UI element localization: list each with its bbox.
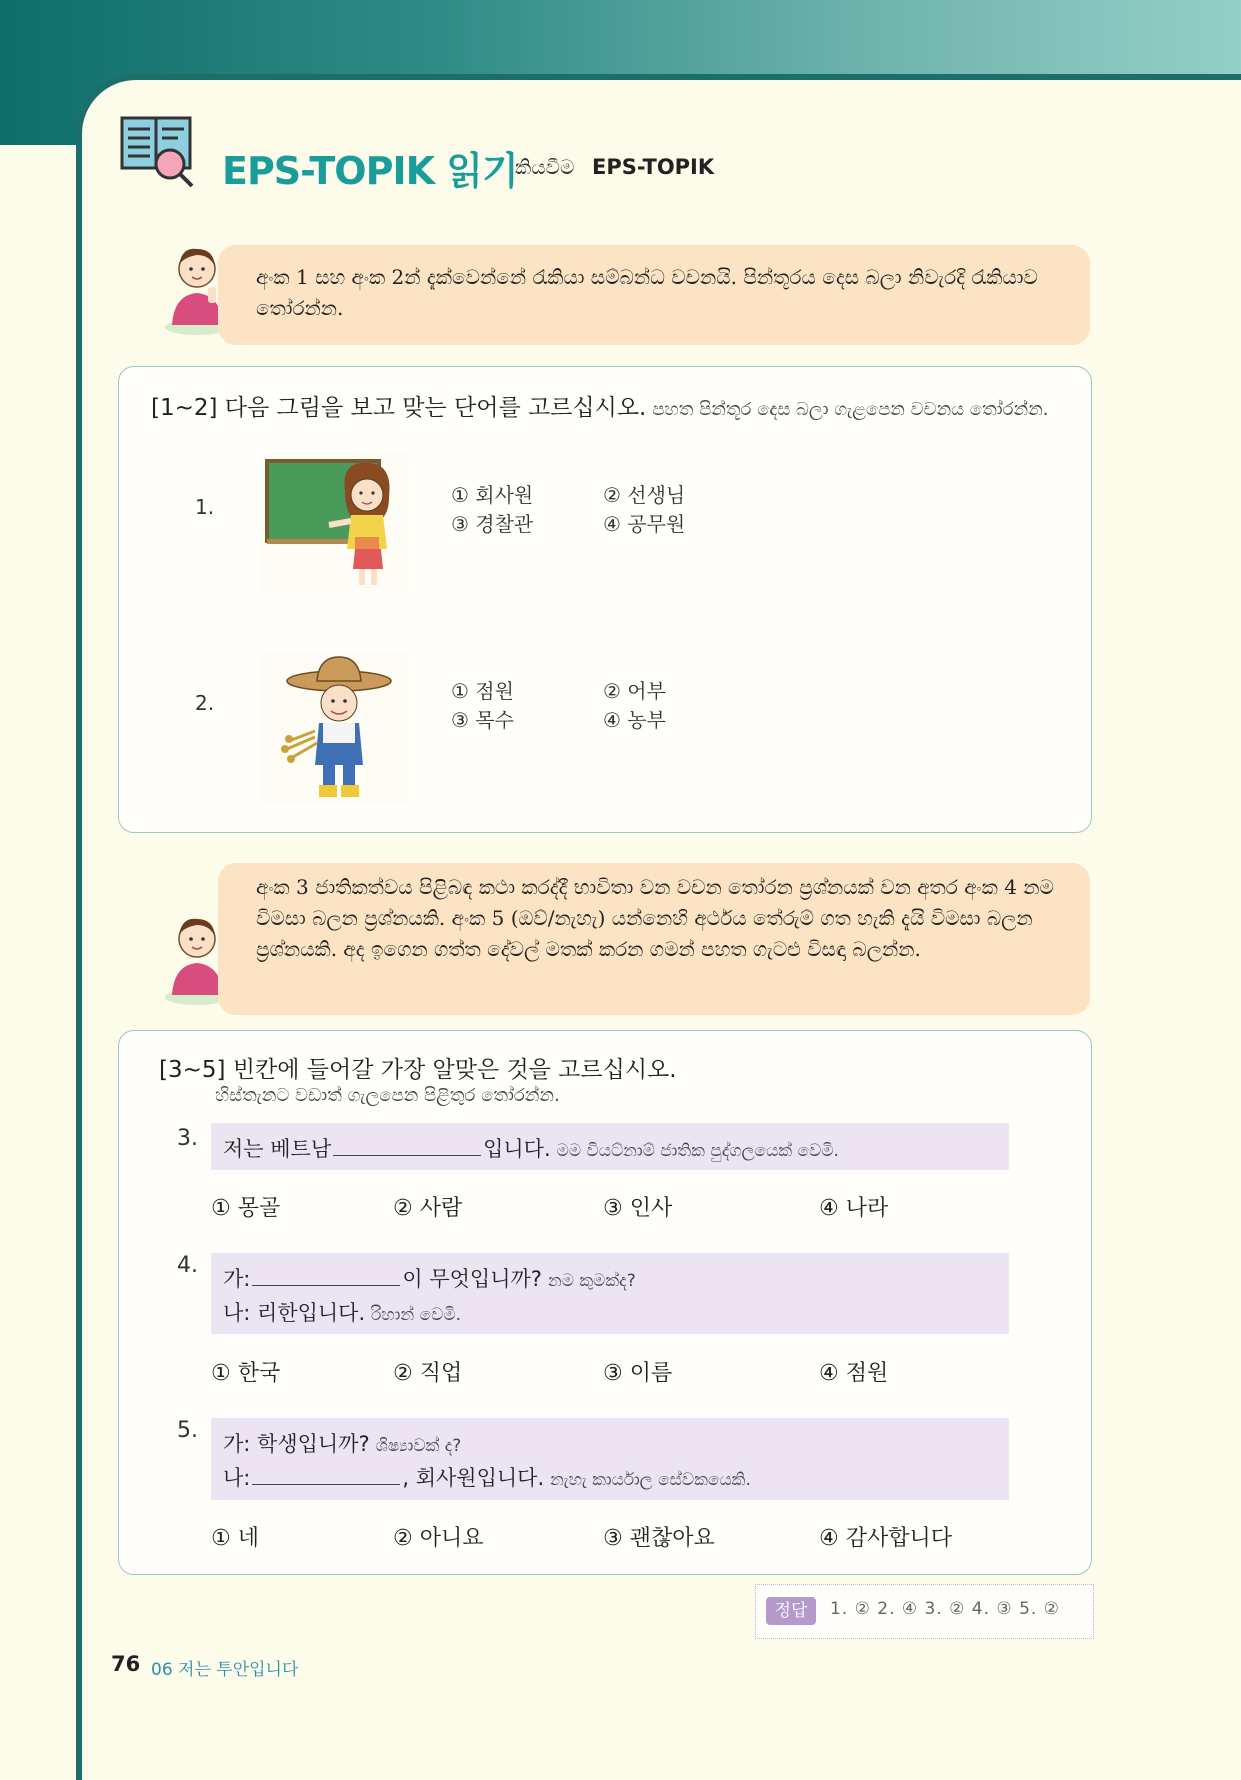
- choice[interactable]: ② 사람: [393, 1196, 463, 1221]
- choice[interactable]: ④ 나라: [819, 1196, 889, 1221]
- choice[interactable]: ① 한국: [211, 1361, 281, 1386]
- section-heading-sinhala: හිස්තැනට වඩාත් ගැලපෙන පිළිතුර තෝරන්න.: [215, 1085, 560, 1106]
- answer-key-box: [755, 1584, 1094, 1639]
- option[interactable]: ④ 공무원: [603, 512, 686, 536]
- choice[interactable]: ② 아니요: [393, 1526, 484, 1551]
- option[interactable]: ① 점원: [451, 679, 514, 703]
- choice[interactable]: ④ 점원: [819, 1361, 889, 1386]
- choice[interactable]: ③ 이름: [603, 1361, 673, 1386]
- choice[interactable]: ③ 인사: [603, 1196, 673, 1221]
- option[interactable]: ② 어부: [603, 679, 666, 703]
- section-heading-sinhala: පහත පින්තූර දෙස බලා ගැළපෙන වචනය තෝරන්න.: [652, 399, 1049, 420]
- choice[interactable]: ① 몽골: [211, 1196, 281, 1221]
- tip-text-2: අංක 3 ජාතිකත්වය පිළිබඳ කථා කරද්දී භාවිතා වන වචන තෝරන ප්‍රශ්නයක් වන අතර අංක 4 නම විමසා බලන ප්‍රශ්නයකි. අංක 5 (ඔව්/නැහැ) යන්නෙහි අර්ථය තේරුම් ගත හැකි දැයි විමසා බලන ප්‍රශ්නයකි. අද ඉගෙන ගත්ත දේවල් මතක් කරන ගමන් පහත ගැටළු විසඳා බලන්න.: [256, 875, 1054, 961]
- teacher-at-blackboard-illustration: [259, 451, 409, 591]
- section-heading: [3~5] 빈칸에 들어갈 가장 알맞은 것을 고르십시오.: [159, 1057, 677, 1083]
- sentence-box: 저는 베트남 입니다. මම වියට්නාම් ජාතික පුද්ගලයෙක් වෙමි.: [211, 1123, 1009, 1170]
- answer-text: 1. ② 2. ④ 3. ② 4. ③ 5. ②: [830, 1599, 1060, 1619]
- choice[interactable]: ① 네: [211, 1526, 259, 1551]
- section-heading: [1~2] 다음 그림을 보고 맞는 단어를 고르십시오. පහත පින්තූර දෙස බලා ගැළපෙන වචනය තෝරන්න.: [151, 395, 1049, 421]
- blank: [333, 1135, 481, 1156]
- tip-bubble-2: [218, 863, 1090, 1015]
- choice[interactable]: ③ 괜찮아요: [603, 1526, 715, 1551]
- page-title: EPS-TOPIK 읽기: [222, 149, 518, 193]
- question-number: 4.: [177, 1253, 198, 1278]
- question-number: 2.: [195, 691, 215, 715]
- question-number: 5.: [177, 1418, 198, 1443]
- option[interactable]: ① 회사원: [451, 483, 534, 507]
- option[interactable]: ③ 목수: [451, 708, 514, 732]
- option[interactable]: ④ 농부: [603, 708, 666, 732]
- question-box-3-5: [118, 1030, 1092, 1575]
- book-search-icon: [118, 112, 198, 192]
- tip-bubble-1: [218, 245, 1090, 345]
- page-number: 76: [111, 1652, 141, 1676]
- chapter-title: 06 저는 투안입니다: [151, 1660, 299, 1680]
- farmer-with-wheat-illustration: [259, 653, 409, 803]
- tip-text-1: අංක 1 සහ අංක 2න් දැක්වෙන්නේ රැකියා සම්බන්ධ වචනයි. පින්තූරය දෙස බලා නිවැරදි රැකියාව තෝරන්න.: [256, 265, 1038, 320]
- choice[interactable]: ④ 감사합니다: [819, 1526, 952, 1551]
- option[interactable]: ③ 경찰관: [451, 512, 534, 536]
- question-number: 1.: [195, 495, 215, 519]
- sentence-box: 가: 이 무엇입니까? නම කුමක්ද? 나: 리한입니다. රිහාන් වෙමි.: [211, 1253, 1009, 1334]
- choice[interactable]: ② 직업: [393, 1361, 463, 1386]
- option[interactable]: ② 선생님: [603, 483, 686, 507]
- answer-tag: 정답: [766, 1597, 816, 1625]
- blank: [252, 1265, 400, 1286]
- sentence-box: 가: 학생입니까? ශිෂ්‍යාවක් ද? 나: , 회사원입니다. නැහැ කාර්යාල සේවකයෙකි.: [211, 1418, 1009, 1500]
- title-subtitle: EPS-TOPIK: [592, 155, 715, 179]
- question-number: 3.: [177, 1126, 198, 1151]
- blank: [252, 1464, 400, 1485]
- question-box-1-2: [118, 366, 1092, 833]
- title-sinhala: කියවීම: [515, 155, 575, 179]
